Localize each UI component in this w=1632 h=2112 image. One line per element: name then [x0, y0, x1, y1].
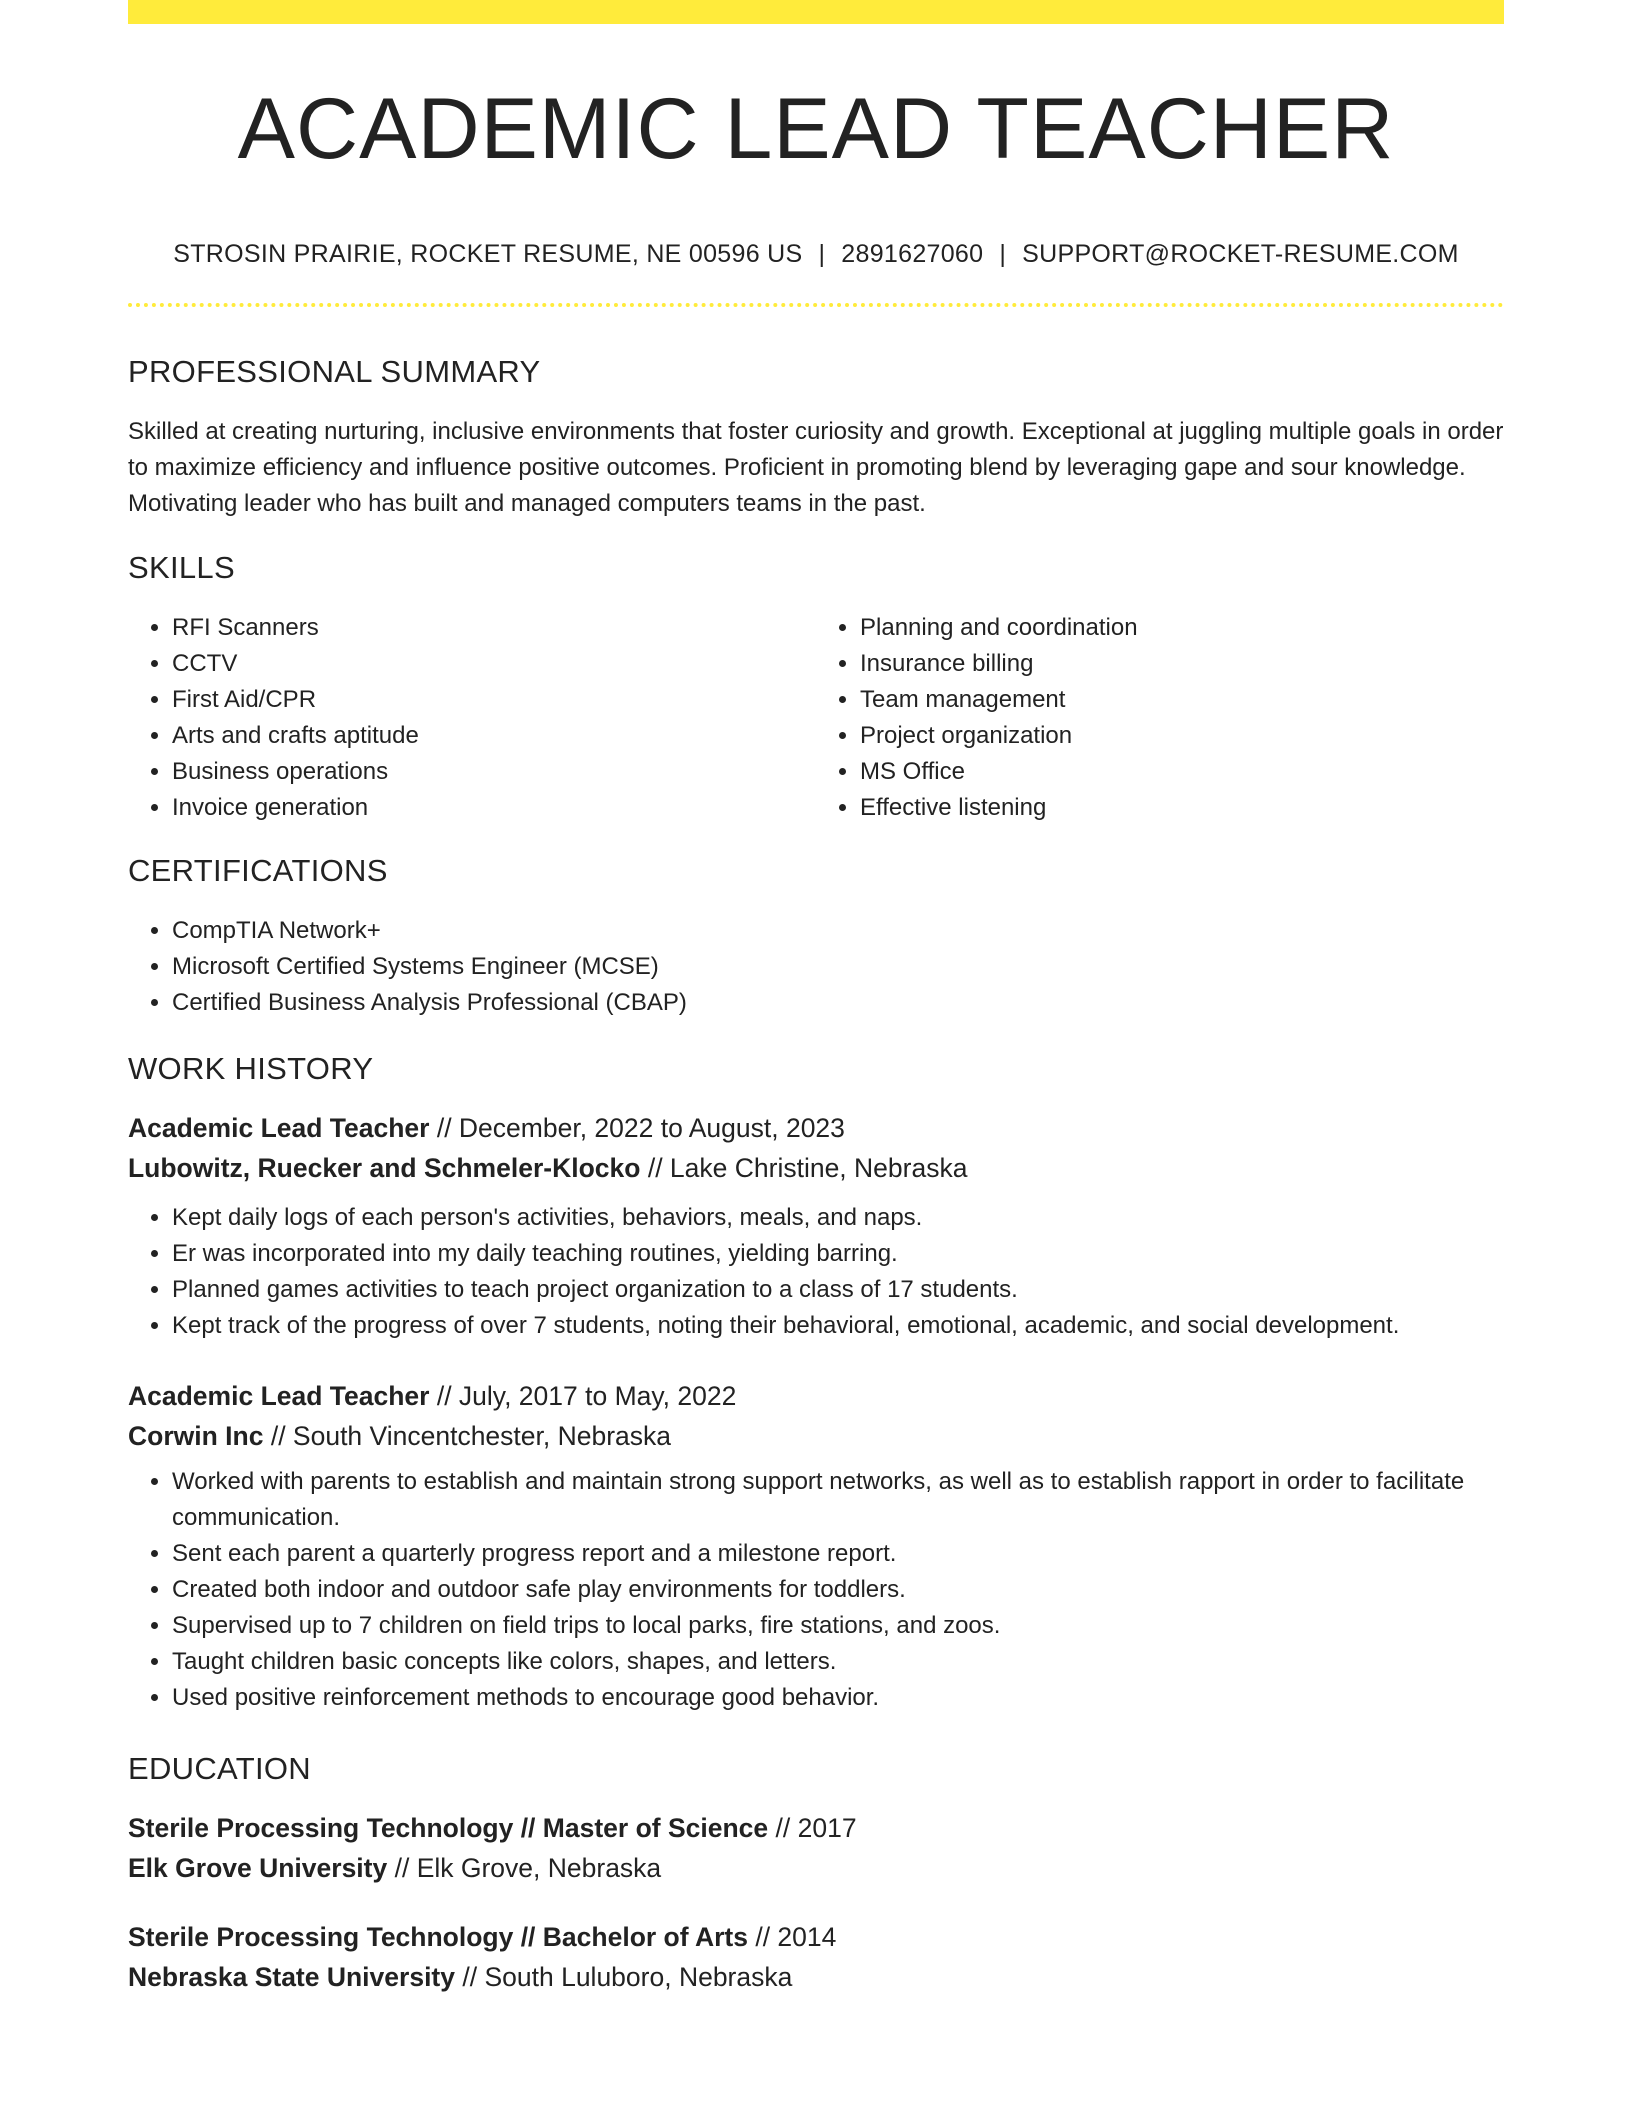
section-title-work-history: WORK HISTORY — [128, 1051, 374, 1086]
certification-item: • CompTIA Network+ — [172, 913, 1504, 949]
education-school-line — [128, 1957, 1504, 1997]
dotted-divider — [128, 303, 1504, 307]
skill-item: • First Aid/CPR — [172, 682, 816, 718]
education-school: Nebraska State University — [128, 1962, 455, 1992]
skills-section — [128, 549, 1504, 826]
education-degree-line — [128, 1917, 1504, 1957]
section-title-education: EDUCATION — [128, 1751, 311, 1786]
job-bullet: • Taught children basic concepts like colors, shapes, and letters. — [172, 1644, 1504, 1680]
job-entry — [128, 1108, 1504, 1344]
education-entry — [128, 1808, 1504, 1888]
accent-top-bar — [128, 0, 1504, 24]
job-bullet: • Kept daily logs of each person's activities, behaviors, meals, and naps. — [172, 1200, 1504, 1236]
job-role: Academic Lead Teacher — [128, 1113, 430, 1143]
education-section — [128, 1750, 1504, 1787]
skill-item: • Effective listening — [860, 790, 1504, 826]
summary-text: Skilled at creating nurturing, inclusive environments that foster curiosity and growth. Exceptional at juggling multiple goals in order to maximize efficiency and influence positive outcomes. Proficient in promoting blend by leveraging gape and sour knowledge. Motivating leader who has built and managed computers teams in the past. — [128, 418, 1504, 518]
job-bullet: • Supervised up to 7 children on field trips to local parks, fire stations, and zoos. — [172, 1608, 1504, 1644]
section-title-skills: SKILLS — [128, 550, 235, 585]
resume-page — [128, 0, 1504, 1992]
skill-item: • MS Office — [860, 754, 1504, 790]
job-role: Academic Lead Teacher — [128, 1381, 430, 1411]
certifications-section — [128, 852, 1504, 1021]
certification-item: • Microsoft Certified Systems Engineer (MCSE) — [172, 949, 1504, 985]
skill-item: • CCTV — [172, 646, 816, 682]
job-company: Corwin Inc — [128, 1421, 264, 1451]
job-location: // Lake Christine, Nebraska — [647, 1153, 968, 1183]
skill-item: • RFI Scanners — [172, 610, 816, 646]
job-bullet: • Used positive reinforcement methods to encourage good behavior. — [172, 1680, 1504, 1716]
skills-list-left — [128, 610, 816, 826]
job-company: Lubowitz, Ruecker and Schmeler-Klocko — [128, 1153, 641, 1183]
certification-item: • Certified Business Analysis Professional (CBAP) — [172, 985, 1504, 1021]
contact-separator: | — [999, 239, 1007, 268]
job-bullets — [128, 1200, 1504, 1344]
skill-item: • Project organization — [860, 718, 1504, 754]
job-bullet: • Kept track of the progress of over 7 students, noting their behavioral, emotional, academic, and social development. — [172, 1308, 1504, 1344]
education-year: // 2014 — [755, 1922, 837, 1952]
job-company-line — [128, 1148, 1504, 1188]
summary-section — [128, 353, 1504, 522]
job-entry — [128, 1376, 1504, 1716]
skill-item: • Arts and crafts aptitude — [172, 718, 816, 754]
job-bullet: • Worked with parents to establish and maintain strong support networks, as well as to establish rapport in order to facilitate communication. — [172, 1464, 1504, 1536]
job-bullets — [128, 1464, 1504, 1716]
skills-columns — [128, 610, 1504, 826]
job-dates: // December, 2022 to August, 2023 — [436, 1113, 845, 1143]
education-year: // 2017 — [775, 1813, 857, 1843]
education-entry — [128, 1917, 1504, 1997]
contact-line — [128, 239, 1504, 269]
resume-name: ACADEMIC LEAD TEACHER — [237, 81, 1395, 177]
contact-address: STROSIN PRAIRIE, ROCKET RESUME, NE 00596 US — [173, 239, 803, 268]
contact-email: SUPPORT@ROCKET-RESUME.COM — [1022, 239, 1459, 268]
skill-item: • Planning and coordination — [860, 610, 1504, 646]
job-company-line — [128, 1416, 1504, 1456]
section-title-certifications: CERTIFICATIONS — [128, 853, 388, 888]
skills-list-right — [816, 610, 1504, 826]
skill-item: • Team management — [860, 682, 1504, 718]
education-school-line — [128, 1848, 1504, 1888]
skill-item: • Business operations — [172, 754, 816, 790]
job-bullet: • Created both indoor and outdoor safe play environments for toddlers. — [172, 1572, 1504, 1608]
contact-phone: 2891627060 — [841, 239, 984, 268]
education-location: // Elk Grove, Nebraska — [394, 1853, 662, 1883]
job-title-line — [128, 1376, 1504, 1416]
education-school: Elk Grove University — [128, 1853, 388, 1883]
education-location: // South Luluboro, Nebraska — [462, 1962, 793, 1992]
job-title-line — [128, 1108, 1504, 1148]
education-degree-line — [128, 1808, 1504, 1848]
job-bullet: • Er was incorporated into my daily teaching routines, yielding barring. — [172, 1236, 1504, 1272]
job-bullet: • Planned games activities to teach project organization to a class of 17 students. — [172, 1272, 1504, 1308]
job-location: // South Vincentchester, Nebraska — [270, 1421, 672, 1451]
job-bullet: • Sent each parent a quarterly progress report and a milestone report. — [172, 1536, 1504, 1572]
work-history-section — [128, 1050, 1504, 1087]
job-dates: // July, 2017 to May, 2022 — [436, 1381, 737, 1411]
education-degree: Sterile Processing Technology // Master of Science — [128, 1813, 769, 1843]
skill-item: • Invoice generation — [172, 790, 816, 826]
education-degree: Sterile Processing Technology // Bachelor of Arts — [128, 1922, 748, 1952]
skill-item: • Insurance billing — [860, 646, 1504, 682]
certifications-list — [128, 913, 1504, 1021]
section-title-summary: PROFESSIONAL SUMMARY — [128, 354, 541, 389]
contact-separator: | — [818, 239, 826, 268]
